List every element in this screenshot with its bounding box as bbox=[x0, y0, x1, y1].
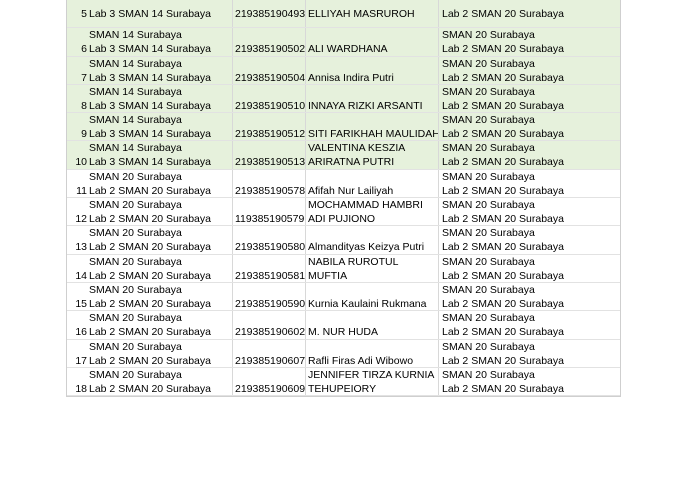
lab-school-line: SMAN 20 Surabaya bbox=[89, 340, 182, 353]
location-cell bbox=[438, 226, 620, 253]
nim-value: 219385190504 bbox=[235, 71, 306, 84]
location-cell bbox=[438, 311, 620, 338]
lab-name: Lab 2 SMAN 20 Surabaya bbox=[89, 297, 211, 310]
lab-cell bbox=[67, 340, 232, 367]
location-school-line: SMAN 20 Surabaya bbox=[442, 199, 535, 212]
location-cell bbox=[438, 170, 620, 197]
table-row bbox=[67, 226, 620, 254]
lab-name: Lab 2 SMAN 20 Surabaya bbox=[89, 213, 211, 226]
lab-school-line: SMAN 20 Surabaya bbox=[89, 170, 182, 183]
lab-name: Lab 3 SMAN 14 Surabaya bbox=[89, 43, 211, 56]
row-number: 7 bbox=[81, 71, 87, 84]
student-name-line1 bbox=[308, 113, 438, 127]
lab-school-line: SMAN 20 Surabaya bbox=[89, 255, 182, 268]
lab-school-line: SMAN 20 Surabaya bbox=[89, 312, 182, 325]
nim-cell bbox=[232, 226, 305, 253]
lab-cell bbox=[67, 57, 232, 84]
row-number: 16 bbox=[75, 326, 87, 339]
student-name-line1 bbox=[308, 170, 438, 184]
location-name: Lab 2 SMAN 20 Surabaya bbox=[442, 156, 564, 169]
lab-cell bbox=[67, 113, 232, 140]
lab-name: Lab 2 SMAN 20 Surabaya bbox=[89, 241, 211, 254]
nim-cell bbox=[232, 198, 305, 225]
nim-cell bbox=[232, 85, 305, 112]
nim-value: 219385190510 bbox=[235, 99, 306, 112]
lab-name: Lab 2 SMAN 20 Surabaya bbox=[89, 269, 211, 282]
location-name: Lab 2 SMAN 20 Surabaya bbox=[442, 128, 564, 141]
nim-cell bbox=[232, 28, 305, 55]
name-cell bbox=[305, 340, 438, 367]
lab-cell bbox=[67, 311, 232, 338]
student-name-line1 bbox=[308, 28, 438, 42]
table-row bbox=[67, 368, 620, 396]
location-name: Lab 2 SMAN 20 Surabaya bbox=[442, 213, 564, 226]
location-cell bbox=[438, 340, 620, 367]
student-name-line1 bbox=[308, 311, 438, 325]
location-school-line: SMAN 20 Surabaya bbox=[442, 255, 535, 268]
lab-cell bbox=[67, 28, 232, 55]
name-cell bbox=[305, 283, 438, 310]
student-name: ALI WARDHANA bbox=[308, 43, 388, 56]
nim-value: 219385190493 bbox=[235, 8, 306, 20]
lab-name: Lab 3 SMAN 14 Surabaya bbox=[89, 71, 211, 84]
nim-value: 219385190602 bbox=[235, 326, 306, 339]
table-row bbox=[67, 113, 620, 141]
location-school-line: SMAN 20 Surabaya bbox=[442, 114, 535, 127]
nim-value: 119385190579 bbox=[235, 213, 305, 226]
lab-cell bbox=[67, 170, 232, 197]
location-cell bbox=[438, 0, 620, 27]
location-school-line bbox=[442, 0, 620, 7]
row-number: 9 bbox=[81, 128, 87, 141]
student-name: ELLIYAH MASRUROH bbox=[308, 8, 415, 20]
table-row bbox=[67, 0, 620, 28]
row-number: 13 bbox=[75, 241, 87, 254]
schedule-table bbox=[66, 0, 621, 397]
location-school-line: SMAN 20 Surabaya bbox=[442, 57, 535, 70]
lab-school-line: SMAN 14 Surabaya bbox=[89, 85, 182, 98]
lab-school-line: SMAN 14 Surabaya bbox=[89, 57, 182, 70]
location-school-line: SMAN 20 Surabaya bbox=[442, 283, 535, 296]
nim-cell bbox=[232, 311, 305, 338]
student-name: Rafli Firas Adi Wibowo bbox=[308, 354, 414, 367]
nim-cell bbox=[232, 141, 305, 168]
lab-cell bbox=[67, 198, 232, 225]
location-school-line: SMAN 20 Surabaya bbox=[442, 85, 535, 98]
lab-school-line: SMAN 14 Surabaya bbox=[89, 114, 182, 127]
nim-value: 219385190512 bbox=[235, 128, 306, 141]
nim-cell bbox=[232, 368, 305, 395]
name-cell bbox=[305, 113, 438, 140]
location-cell bbox=[438, 85, 620, 112]
lab-school-line: SMAN 14 Surabaya bbox=[89, 142, 182, 155]
name-cell bbox=[305, 57, 438, 84]
student-name: MUFTIA bbox=[308, 269, 348, 282]
student-name-line1: MOCHAMMAD HAMBRI bbox=[308, 199, 423, 212]
table-row bbox=[67, 340, 620, 368]
lab-cell bbox=[67, 0, 232, 27]
student-name-line1 bbox=[308, 226, 438, 240]
location-school-line: SMAN 20 Surabaya bbox=[442, 340, 535, 353]
nim-cell bbox=[232, 0, 305, 27]
location-cell bbox=[438, 255, 620, 282]
lab-school-line: SMAN 20 Surabaya bbox=[89, 199, 182, 212]
table-row bbox=[67, 311, 620, 339]
student-name: ARIRATNA PUTRI bbox=[308, 156, 395, 169]
student-name-line1 bbox=[308, 283, 438, 297]
location-school-line: SMAN 20 Surabaya bbox=[442, 29, 535, 42]
location-cell bbox=[438, 198, 620, 225]
nim-value: 219385190502 bbox=[235, 43, 306, 56]
location-name: Lab 2 SMAN 20 Surabaya bbox=[442, 8, 564, 20]
location-name: Lab 2 SMAN 20 Surabaya bbox=[442, 326, 564, 339]
name-cell bbox=[305, 28, 438, 55]
lab-name: Lab 3 SMAN 14 Surabaya bbox=[89, 156, 211, 169]
name-cell bbox=[305, 198, 438, 225]
table-row bbox=[67, 255, 620, 283]
lab-school-line: SMAN 20 Surabaya bbox=[89, 283, 182, 296]
row-number: 5 bbox=[81, 8, 87, 20]
table-row bbox=[67, 85, 620, 113]
row-number: 6 bbox=[81, 43, 87, 56]
row-number: 8 bbox=[81, 99, 87, 112]
table-row bbox=[67, 170, 620, 198]
name-cell bbox=[305, 170, 438, 197]
location-school-line: SMAN 20 Surabaya bbox=[442, 170, 535, 183]
student-name-line1: JENNIFER TIRZA KURNIA bbox=[308, 368, 435, 381]
location-school-line: SMAN 20 Surabaya bbox=[442, 227, 535, 240]
student-name: INNAYA RIZKI ARSANTI bbox=[308, 99, 423, 112]
lab-cell bbox=[67, 85, 232, 112]
location-cell bbox=[438, 57, 620, 84]
student-name-line1 bbox=[308, 0, 438, 7]
row-number: 18 bbox=[75, 382, 87, 395]
location-name: Lab 2 SMAN 20 Surabaya bbox=[442, 241, 564, 254]
location-name: Lab 2 SMAN 20 Surabaya bbox=[442, 184, 564, 197]
lab-school-line: SMAN 20 Surabaya bbox=[89, 227, 182, 240]
student-name: Almandityas Keizya Putri bbox=[308, 241, 425, 254]
nim-cell bbox=[232, 283, 305, 310]
location-name: Lab 2 SMAN 20 Surabaya bbox=[442, 99, 564, 112]
student-name-line1 bbox=[308, 57, 438, 71]
student-name: Annisa Indira Putri bbox=[308, 71, 394, 84]
name-cell bbox=[305, 0, 438, 27]
name-cell bbox=[305, 255, 438, 282]
row-number: 12 bbox=[75, 213, 87, 226]
location-name: Lab 2 SMAN 20 Surabaya bbox=[442, 297, 564, 310]
nim-cell bbox=[232, 255, 305, 282]
student-name-line1 bbox=[308, 85, 438, 99]
location-cell bbox=[438, 28, 620, 55]
table-row bbox=[67, 283, 620, 311]
nim-cell bbox=[232, 57, 305, 84]
location-school-line: SMAN 20 Surabaya bbox=[442, 142, 535, 155]
table-row bbox=[67, 141, 620, 169]
location-cell bbox=[438, 141, 620, 168]
lab-name: Lab 2 SMAN 20 Surabaya bbox=[89, 326, 211, 339]
student-name-line1: NABILA RUROTUL bbox=[308, 255, 399, 268]
nim-value: 219385190513 bbox=[235, 156, 306, 169]
lab-name: Lab 3 SMAN 14 Surabaya bbox=[89, 99, 211, 112]
lab-name: Lab 2 SMAN 20 Surabaya bbox=[89, 184, 211, 197]
row-number: 10 bbox=[75, 156, 87, 169]
lab-school-line: SMAN 20 Surabaya bbox=[89, 368, 182, 381]
lab-name: Lab 2 SMAN 20 Surabaya bbox=[89, 354, 211, 367]
location-name: Lab 2 SMAN 20 Surabaya bbox=[442, 354, 564, 367]
row-number: 17 bbox=[75, 354, 87, 367]
row-number: 11 bbox=[76, 184, 87, 197]
student-name-line1 bbox=[308, 340, 438, 354]
lab-name: Lab 3 SMAN 14 Surabaya bbox=[89, 8, 211, 20]
nim-cell bbox=[232, 170, 305, 197]
row-number: 14 bbox=[75, 269, 87, 282]
table-row bbox=[67, 28, 620, 56]
location-school-line: SMAN 20 Surabaya bbox=[442, 312, 535, 325]
student-name: Kurnia Kaulaini Rukmana bbox=[308, 297, 427, 310]
table-row bbox=[67, 57, 620, 85]
nim-value: 219385190590 bbox=[235, 297, 306, 310]
lab-cell bbox=[67, 283, 232, 310]
name-cell bbox=[305, 311, 438, 338]
name-cell bbox=[305, 368, 438, 395]
student-name: Afifah Nur Lailiyah bbox=[308, 184, 394, 197]
lab-name: Lab 3 SMAN 14 Surabaya bbox=[89, 128, 211, 141]
location-cell bbox=[438, 283, 620, 310]
lab-cell bbox=[67, 255, 232, 282]
nim-value: 219385190578 bbox=[235, 184, 306, 197]
table-row bbox=[67, 198, 620, 226]
location-name: Lab 2 SMAN 20 Surabaya bbox=[442, 43, 564, 56]
location-school-line: SMAN 20 Surabaya bbox=[442, 368, 535, 381]
nim-value: 219385190581 bbox=[235, 269, 306, 282]
nim-value: 219385190607 bbox=[235, 354, 306, 367]
name-cell bbox=[305, 85, 438, 112]
lab-cell bbox=[67, 141, 232, 168]
nim-cell bbox=[232, 113, 305, 140]
location-name: Lab 2 SMAN 20 Surabaya bbox=[442, 382, 564, 395]
location-cell bbox=[438, 368, 620, 395]
name-cell bbox=[305, 141, 438, 168]
nim-value: 219385190580 bbox=[235, 241, 306, 254]
student-name: ADI PUJIONO bbox=[308, 213, 376, 226]
lab-school-line bbox=[89, 0, 232, 7]
lab-cell bbox=[67, 226, 232, 253]
student-name: M. NUR HUDA bbox=[308, 326, 378, 339]
lab-name: Lab 2 SMAN 20 Surabaya bbox=[89, 382, 211, 395]
nim-cell bbox=[232, 340, 305, 367]
lab-cell bbox=[67, 368, 232, 395]
name-cell bbox=[305, 226, 438, 253]
location-name: Lab 2 SMAN 20 Surabaya bbox=[442, 71, 564, 84]
student-name: SITI FARIKHAH MAULIDAH bbox=[308, 128, 440, 141]
student-name-line1: VALENTINA KESZIA bbox=[308, 142, 406, 155]
lab-school-line: SMAN 14 Surabaya bbox=[89, 29, 182, 42]
location-name: Lab 2 SMAN 20 Surabaya bbox=[442, 269, 564, 282]
location-cell bbox=[438, 113, 620, 140]
row-number: 15 bbox=[75, 297, 87, 310]
nim-value: 219385190609 bbox=[235, 382, 306, 395]
student-name: TEHUPEIORY bbox=[308, 382, 377, 395]
